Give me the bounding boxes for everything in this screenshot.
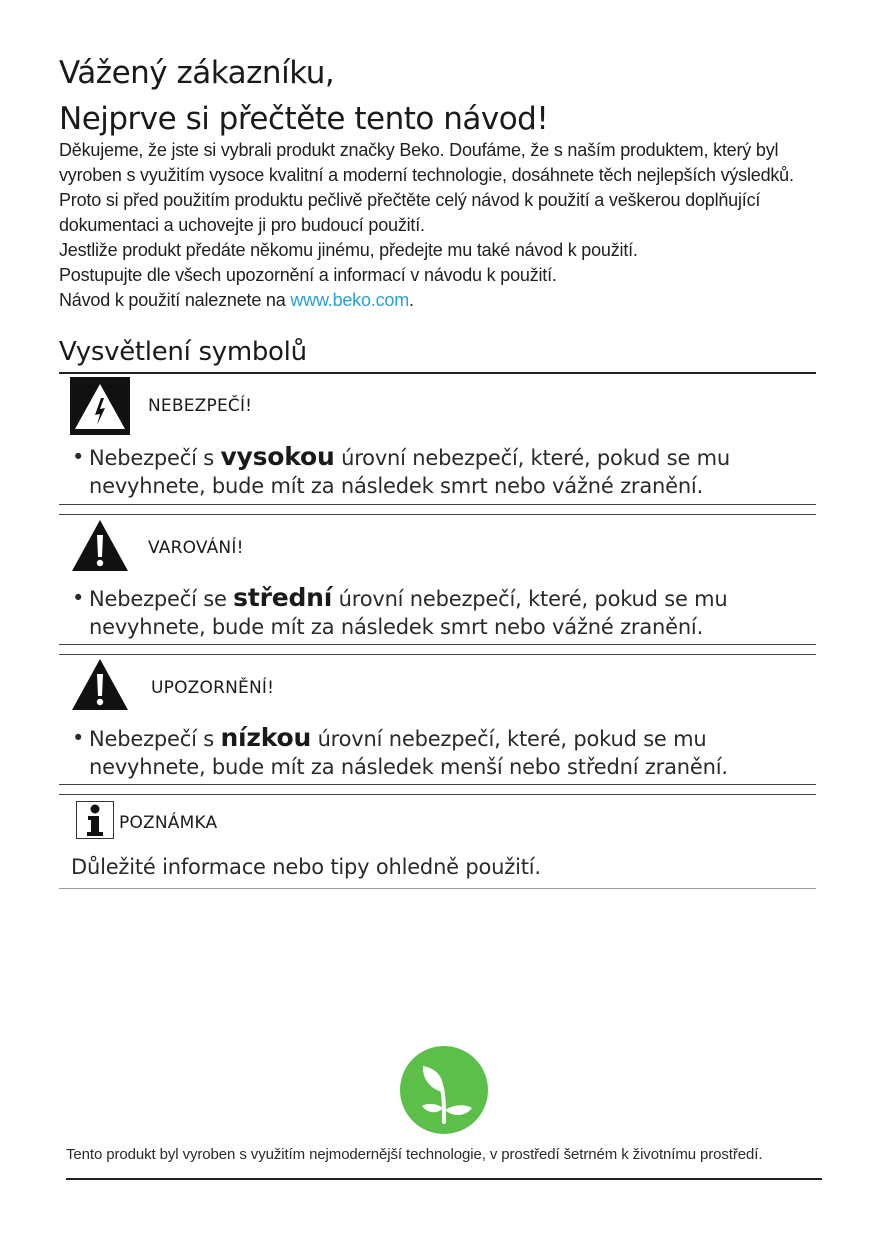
danger-description <box>72 443 817 500</box>
bullet-mark: • <box>72 586 85 610</box>
intro-paragraph-3: Jestliže produkt předáte někomu jinému, předejte mu také návod k použití. <box>59 240 638 260</box>
intro-link-prefix: Návod k použití naleznete na <box>59 290 291 310</box>
intro-paragraph-2: Proto si před použitím produktu pečlivě přečtěte celý návod k použití a veškerou doplňující dokumentaci a uchovejte ji pro budoucí použití. <box>59 190 761 235</box>
note-text: Důležité informace nebo tipy ohledně použití. <box>71 855 541 879</box>
footer-rule <box>66 1178 822 1180</box>
caution-description <box>72 724 817 781</box>
electric-hazard-icon <box>70 377 130 435</box>
info-icon <box>76 801 114 839</box>
divider <box>59 514 816 515</box>
danger-label: NEBEZPEČÍ! <box>148 396 253 416</box>
caution-text-suffix: úrovní nebezpečí, které, pokud se mu nevyhnete, bude mít za následek menší nebo střední zranění. <box>89 727 728 779</box>
divider <box>59 504 816 505</box>
intro-link-suffix: . <box>409 290 414 310</box>
page-title: Nejprve si přečtěte tento návod! <box>59 101 549 137</box>
greeting-heading: Vážený zákazníku, <box>59 55 335 91</box>
warning-description <box>72 584 817 641</box>
warning-triangle-icon <box>70 518 130 576</box>
footer-eco-statement: Tento produkt byl vyroben s využitím nejmodernější technologie, v prostředí šetrném k životnímu prostředí. <box>66 1146 763 1163</box>
intro-paragraph-1: Děkujeme, že jste si vybrali produkt značky Beko. Doufáme, že s naším produktem, který byl vyroben s využitím vysoce kvalitní a moderní technologie, dosáhnete těch nejlepších výsledků. <box>59 140 794 185</box>
caution-label: UPOZORNĚNÍ! <box>151 678 275 698</box>
warning-level-emphasis: střední <box>233 583 333 612</box>
divider <box>59 654 816 655</box>
warning-label: VAROVÁNÍ! <box>148 538 244 558</box>
danger-text-prefix: Nebezpečí s <box>89 446 221 470</box>
warning-text-suffix: úrovní nebezpečí, které, pokud se mu nevyhnete, bude mít za následek smrt nebo vážné zranění. <box>89 587 728 639</box>
caution-triangle-icon <box>70 657 130 715</box>
bullet-mark: • <box>72 445 85 469</box>
intro-paragraph-4: Postupujte dle všech upozornění a informací v návodu k použití. <box>59 265 557 285</box>
caution-text-prefix: Nebezpečí s <box>89 727 221 751</box>
divider <box>59 794 816 795</box>
divider <box>59 784 816 785</box>
danger-text-suffix: úrovní nebezpečí, které, pokud se mu nevyhnete, bude mít za následek smrt nebo vážné zranění. <box>89 446 731 498</box>
intro-paragraph-5 <box>59 288 819 313</box>
note-label: POZNÁMKA <box>119 813 218 833</box>
bullet-mark: • <box>72 726 85 750</box>
eco-leaf-icon <box>400 1046 488 1134</box>
divider <box>59 644 816 645</box>
beko-website-link[interactable]: www.beko.com <box>290 290 410 310</box>
intro-text <box>59 138 819 313</box>
section-divider <box>59 372 816 374</box>
danger-level-emphasis: vysokou <box>220 442 335 471</box>
divider <box>59 888 816 889</box>
warning-text-prefix: Nebezpečí se <box>89 587 234 611</box>
symbols-section-title: Vysvětlení symbolů <box>59 337 307 367</box>
caution-level-emphasis: nízkou <box>220 723 312 752</box>
